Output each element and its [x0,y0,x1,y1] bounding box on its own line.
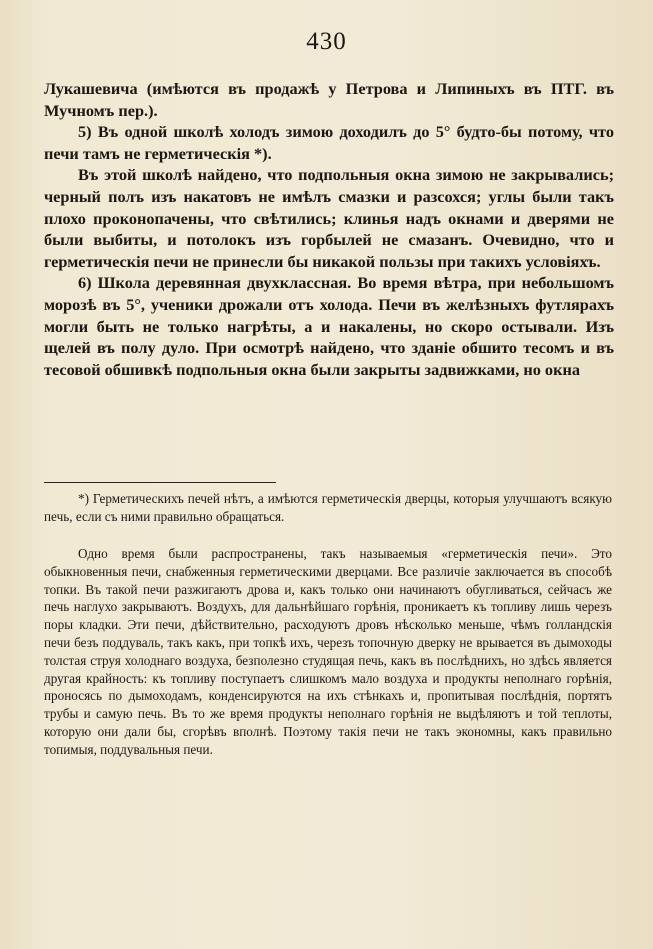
paragraph-item-6: 6) Школа деревянная двухклассная. Во время вѣтра, при небольшомъ морозѣ въ 5°, ученики дрожали отъ холода. Печи въ желѣзныхъ футлярахъ могли быть не только нагрѣты, а и накалены, но скоро остывали. Изъ щелей въ полу дуло. При осмотрѣ найдено, что зданіе обшито тесомъ и въ тесовой обшивкѣ подпольныя окна были закрыты задвижками, но окна [44,273,614,379]
footnote-divider [44,482,276,483]
footnote-asterisk: *) Герметическихъ печей нѣтъ, а имѣются герметическія дверцы, которыя улучшаютъ всякую печь, если съ ними правильно обращаться. [44,491,612,524]
paragraph-school-findings: Въ этой школѣ найдено, что подпольныя окна зимою не закрывались; черный полъ изъ накатовъ не имѣлъ смазки и разсохся; углы были такъ плохо проконопачены, что свѣтились; клинья надъ окнами и дверями не были выбиты, и потолокъ изъ горбылей не смазанъ. Очевидно, что и герметическія печи не принесли бы никакой пользы при такихъ условіяхъ. [44,165,614,271]
paragraph-item-5: 5) Въ одной школѣ холодъ зимою доходилъ до 5° будто-бы потому, что печи тамъ не герметическія *). [44,122,614,163]
paragraph-continuation: Лукашевича (имѣются въ продажѣ у Петрова и Липиныхъ въ ПТГ. въ Мучномъ пер.). [44,79,614,120]
footnote-block [44,490,612,526]
page-number: 430 [306,28,347,55]
footnote-hermetic-stoves: Одно время были распространены, такъ называемыя «герметическія печи». Это обыкновенныя печи, снабженныя герметическими дверцами. Все различіе заключается въ способѣ топки. Въ такой печи разжигаютъ дрова и, какъ только они начинаютъ обугливаться, сейчасъ же печь наглухо закрываютъ. Воздухъ, для дальнѣйшаго горѣнія, проникаетъ къ топливу лишь черезъ поры кладки. Эти печи, дѣйствительно, расходуютъ дровъ нѣсколько меньше, чѣмъ голландскія печи безъ поддуваль, такъ какъ, при топкѣ ихъ, черезъ топочную дверку не врывается въ дымоходы толстая струя холоднаго воздуха, безполезно студящая печь, какъ въ послѣднихъ, но здѣсь является другая крайность: къ топливу поступаетъ слишкомъ мало воздуха и продукты неполнаго горѣнія, проносясь по дымоходамъ, конденсируются на ихъ стѣнкахъ и, пропитывая послѣднія, портятъ трубы и самую печь. Въ то же время продукты неполнаго горѣнія не выдѣляютъ и той теплоты, которую они дали бы, сгорѣвъ вполнѣ. Поэтому такія печи не такъ экономны, какъ правильно топимыя, поддувальныя печи. [44,546,612,757]
footnote-block-continued [44,545,612,759]
main-text [44,78,614,380]
